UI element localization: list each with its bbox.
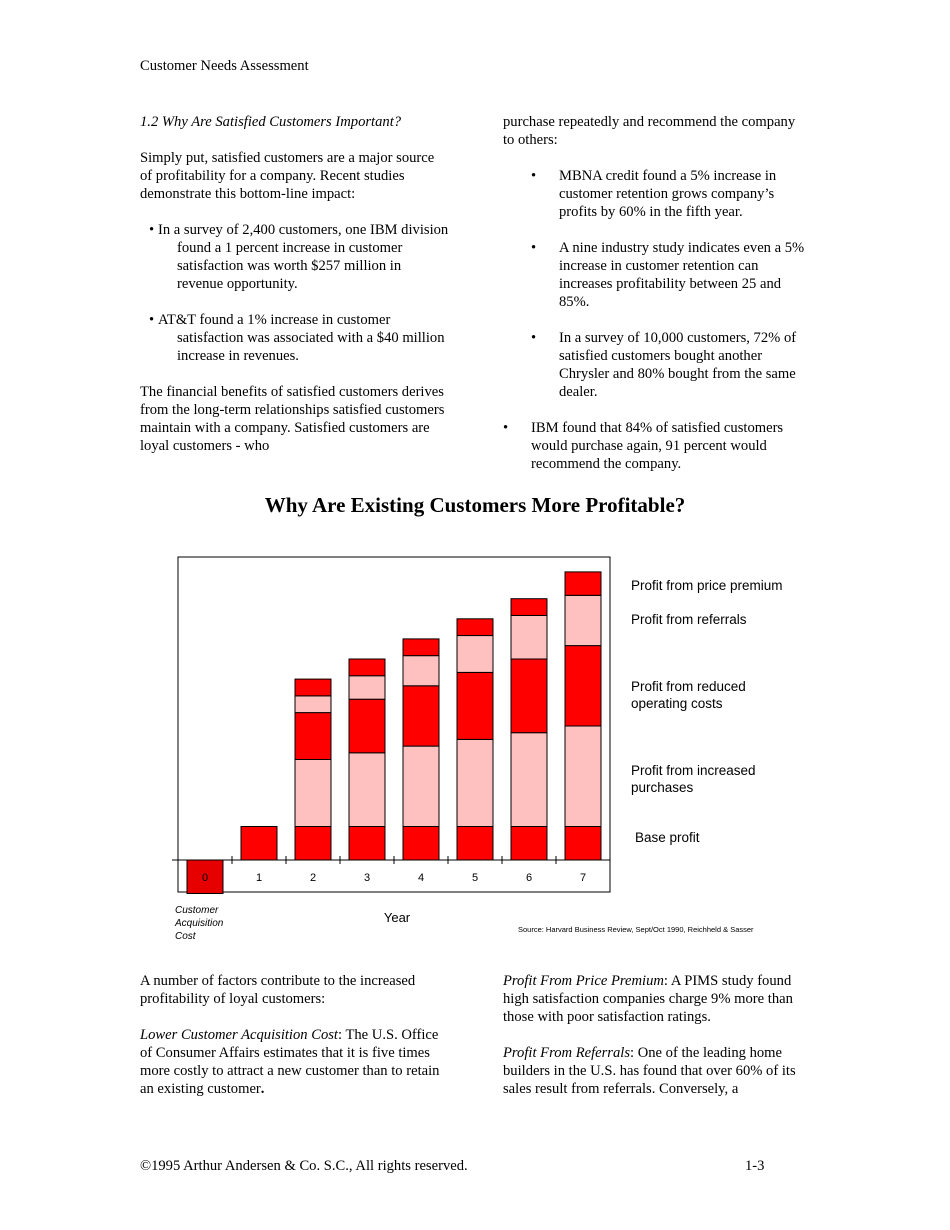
bullet-text: MBNA credit found a 5% increase in customer retention grows company’s profits by 60% in the fifth year. <box>559 168 777 220</box>
negative-annotation: Cost <box>175 931 196 942</box>
bar-segment <box>295 679 331 696</box>
bullet-dot: • <box>503 420 509 436</box>
factors-intro: A number of factors contribute to the increased profitability of loyal customers: <box>140 973 416 1007</box>
footer-copyright: ©1995 Arthur Andersen & Co. S.C., All rights reserved. <box>140 1158 468 1174</box>
bullet-dot: • <box>531 240 537 256</box>
lower-left-column <box>140 972 450 1098</box>
bar-segment <box>403 686 439 746</box>
x-tick-label: 5 <box>471 872 479 884</box>
x-tick-label: 6 <box>525 872 533 884</box>
factor-text: : A PIMS study found high satisfaction companies charge 9% more than those with poor satisfaction ratings. <box>503 973 793 1025</box>
bullet-text: A nine industry study indicates even a 5% increase in customer retention can increases profitability between 25 and 85%. <box>559 240 805 310</box>
x-tick-label: 2 <box>309 872 317 884</box>
bullet-item <box>140 221 450 293</box>
bar-segment <box>511 615 547 659</box>
continuation-paragraph: purchase repeatedly and recommend the company to others: <box>503 114 796 148</box>
lower-right-column <box>503 972 813 1098</box>
chart-svg <box>0 540 950 950</box>
bar-segment <box>403 639 439 656</box>
bar-segment <box>565 595 601 645</box>
bar-segment <box>511 659 547 733</box>
bar-segment <box>241 827 277 861</box>
bullet-item <box>503 419 808 473</box>
bar-segment <box>565 646 601 726</box>
legend-label: purchases <box>631 780 694 795</box>
bullet-text: In a survey of 10,000 customers, 72% of satisfied customers bought another Chrysler and 80% bought from the same dealer. <box>559 330 797 400</box>
bar-segment <box>511 827 547 861</box>
bullet-text: AT&T found a 1% increase in customer satisfaction was associated with a $40 million increase in revenues. <box>158 312 445 364</box>
bar-segment <box>565 827 601 861</box>
factor-acquisition <box>140 1026 450 1098</box>
bar-segment <box>295 760 331 827</box>
running-header: Customer Needs Assessment <box>140 58 309 74</box>
left-column <box>140 113 450 455</box>
x-tick-label: 1 <box>255 872 263 884</box>
x-tick-label: 0 <box>201 872 209 884</box>
factor-text: : The U.S. Office of Consumer Affairs estimates that it is five times more costly to attract a new customer than to retain an existing customer <box>140 1027 440 1097</box>
bullet-text: In a survey of 2,400 customers, one IBM division found a 1 percent increase in customer satisfaction was worth $257 million in revenue opportunity. <box>158 222 449 292</box>
factor-title: Lower Customer Acquisition Cost <box>140 1027 338 1043</box>
intro-paragraph: Simply put, satisfied customers are a major source of profitability for a company. Recent studies demonstrate this bottom-line impact: <box>140 150 435 202</box>
bar-segment <box>349 827 385 861</box>
bar-segment <box>295 827 331 861</box>
legend-label: Profit from price premium <box>631 578 783 593</box>
factor-referrals <box>503 1044 813 1098</box>
x-tick-label: 7 <box>579 872 587 884</box>
x-tick-label: 3 <box>363 872 371 884</box>
bar-segment <box>511 599 547 616</box>
bullet-text: IBM found that 84% of satisfied customers would purchase again, 91 percent would recommend the company. <box>531 420 784 472</box>
bar-segment <box>565 572 601 595</box>
factor-title: Profit From Referrals <box>503 1045 631 1061</box>
bar-segment <box>457 739 493 826</box>
bar-segment <box>457 672 493 739</box>
bar-segment <box>349 676 385 699</box>
factor-premium <box>503 972 813 1026</box>
bar-segment <box>403 656 439 686</box>
negative-annotation: Customer <box>175 905 219 916</box>
legend-label: operating costs <box>631 696 723 711</box>
bullet-dot: • <box>149 312 155 328</box>
negative-annotation: Acquisition <box>175 918 224 929</box>
bullet-dot: • <box>149 222 155 238</box>
factor-period: . <box>260 1081 265 1097</box>
bar-segment <box>295 696 331 713</box>
bar-segment <box>349 659 385 676</box>
footer-page-number: 1-3 <box>745 1158 765 1174</box>
chart-title: Why Are Existing Customers More Profitable? <box>264 493 686 517</box>
bullet-dot: • <box>531 330 537 346</box>
bar-segment <box>457 619 493 636</box>
closing-paragraph: The financial benefits of satisfied customers derives from the long-term relationships satisfied customers maintain with a company. Satisfied customers are loyal customers - who <box>140 384 445 454</box>
section-heading: 1.2 Why Are Satisfied Customers Important? <box>140 114 402 130</box>
bullet-item <box>503 167 808 221</box>
bar-segment <box>457 827 493 861</box>
chart <box>0 540 950 950</box>
right-column <box>503 113 808 473</box>
bar-segment <box>349 753 385 827</box>
bullet-item <box>503 329 808 401</box>
legend-label: Profit from increased <box>631 763 756 778</box>
x-tick-label: 4 <box>417 872 425 884</box>
source-note: Source: Harvard Business Review, Sept/Oct 1990, Reichheld & Sasser <box>518 925 754 934</box>
factor-title: Profit From Price Premium <box>503 973 664 989</box>
legend-label: Profit from referrals <box>631 612 747 627</box>
bar-segment <box>457 636 493 673</box>
x-axis-title: Year <box>383 910 411 925</box>
bar-segment <box>403 827 439 861</box>
legend-label: Profit from reduced <box>631 679 746 694</box>
bar-segment <box>511 733 547 827</box>
bullet-item <box>503 239 808 311</box>
bar-segment <box>403 746 439 826</box>
bar-segment <box>349 699 385 753</box>
legend-label: Base profit <box>635 830 700 845</box>
bar-segment <box>295 713 331 760</box>
factor-text: : One of the leading home builders in the U.S. has found that over 60% of its sales result from referrals. Conversely, a <box>503 1045 796 1097</box>
bullet-item <box>140 311 450 365</box>
bar-segment <box>565 726 601 827</box>
bullet-dot: • <box>531 168 537 184</box>
